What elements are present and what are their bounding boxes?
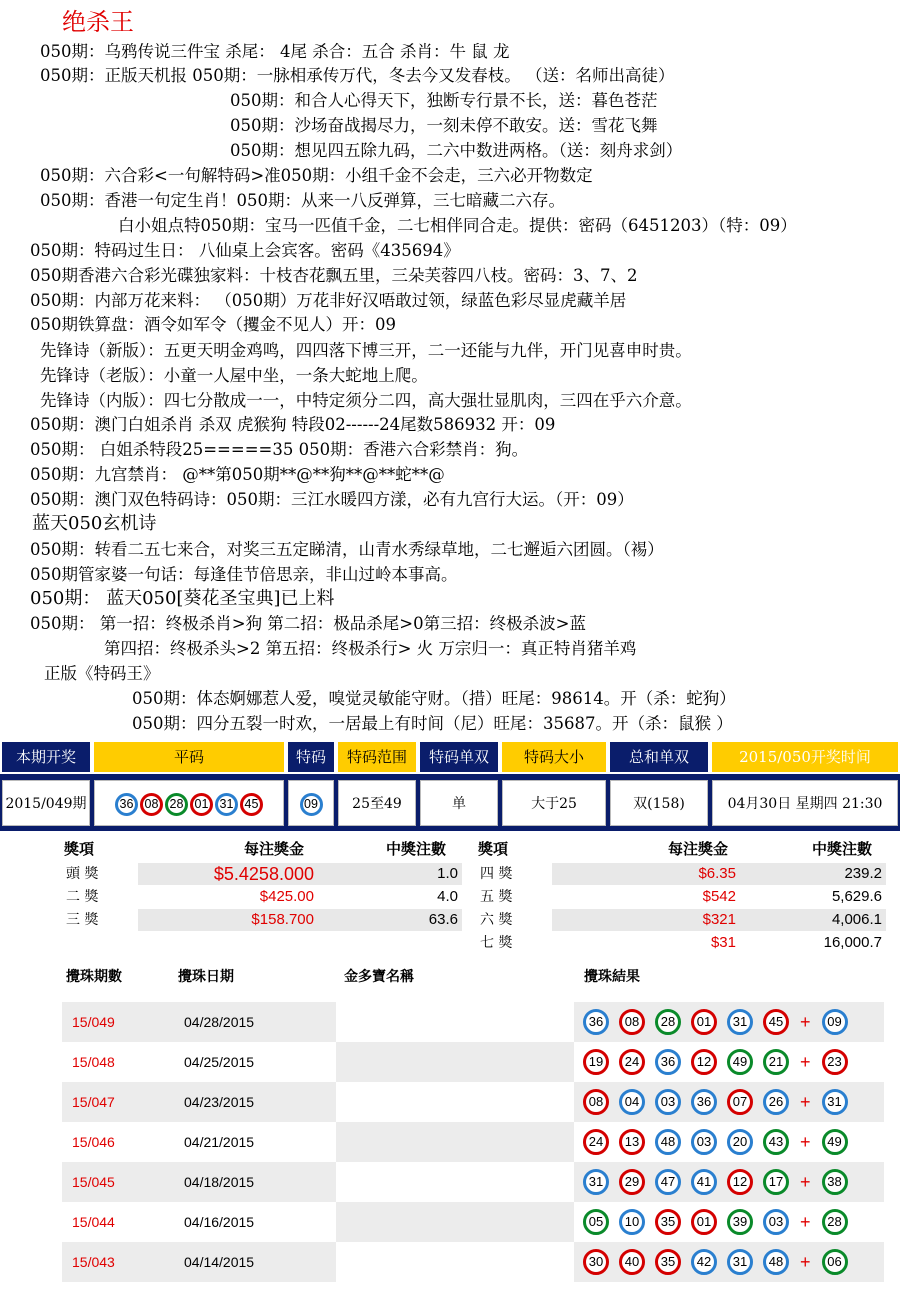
lottery-ball: 04 [619,1089,645,1115]
jackpot-cell [336,1002,574,1042]
lottery-ball: 31 [583,1169,609,1195]
prize-amount: $5.4258.000 [213,864,314,884]
text-line: 050期管家婆一句话：每逢佳节倍思亲，非山过岭本事高。 [30,565,458,584]
draw-info-table [0,740,900,831]
prize-name: 三 獎 [66,912,99,928]
lottery-ball: 31 [727,1249,753,1275]
draw-row [62,1162,884,1202]
text-line: 050期：特码过生日： 八仙桌上会宾客。密码《435694》 [30,241,460,260]
text-line: 白小姐点特050期：宝马一匹值千金，二七相伴同合走。提供：密码（6451203）（特：09） [118,216,797,235]
lottery-ball: 09 [822,1009,848,1035]
jackpot-cell [336,1242,574,1282]
text-line: 蓝天050玄机诗 [32,513,157,534]
prize-header-amount: 每注獎金 [244,840,305,858]
history-header-jackpot: 金多寶名稱 [344,969,414,985]
lottery-ball: 40 [619,1249,645,1275]
lottery-ball: 36 [115,793,138,816]
prize-amount: $542 [702,888,736,905]
draw-date: 04/16/2015 [184,1214,255,1230]
draw-result [578,1122,853,1162]
lottery-ball: 36 [655,1049,681,1075]
lottery-ball: 42 [691,1249,717,1275]
lottery-ball: 17 [763,1169,789,1195]
lottery-ball: 45 [763,1009,789,1035]
jackpot-cell [336,1082,574,1122]
lottery-ball: 29 [619,1169,645,1195]
prize-count: 239.2 [844,865,882,882]
draw-period: 15/044 [72,1214,115,1230]
text-line: 050期香港六合彩光碟独家料：十枝杏花飘五里，三朵芙蓉四八枝。密码：3、7、2 [30,266,638,285]
plus-sign: + [800,1051,811,1072]
lottery-ball: 12 [691,1049,717,1075]
draw-result [578,1002,853,1042]
draw-date: 04/21/2015 [184,1134,255,1150]
lottery-ball: 23 [822,1049,848,1075]
plus-sign: + [800,1251,811,1272]
lottery-ball: 35 [655,1209,681,1235]
lottery-ball: 01 [691,1209,717,1235]
jackpot-cell [336,1122,574,1162]
draw-period: 15/045 [72,1174,115,1190]
lottery-ball: 01 [691,1009,717,1035]
draw-date: 04/18/2015 [184,1174,255,1190]
prize-amount: $425.00 [259,888,314,905]
lottery-ball: 38 [822,1169,848,1195]
lottery-ball: 47 [655,1169,681,1195]
prize-name: 六 獎 [480,912,513,928]
prize-name: 四 獎 [480,866,513,882]
text-line: 050期：香港一句定生肖！050期：从来一八反弹算，三七暗藏二六存。 [40,191,565,210]
prize-name: 二 獎 [66,889,99,905]
prize-count: 16,000.7 [823,934,882,951]
lottery-ball: 13 [619,1129,645,1155]
prize-amount: $31 [710,934,736,951]
draw-date: 04/25/2015 [184,1054,255,1070]
lottery-ball: 08 [619,1009,645,1035]
lottery-ball: 03 [655,1089,681,1115]
draw-period: 15/043 [72,1254,115,1270]
jackpot-cell [336,1202,574,1242]
draw-time: 04月30日 星期四 21:30 [712,780,898,826]
text-line: 第四招：终极杀头>2 第五招：终极杀行> 火 万宗归一：真正特肖猪羊鸡 [104,639,637,658]
text-line: 050期：正版天机报 050期：一脉相承传万代，冬去今又发春枝。 （送：名师出高徒） [40,66,675,85]
text-line: 050期：四分五裂一时欢，一居最上有时间（尼）旺尾：35687。开（杀：鼠猴 ） [132,714,733,733]
text-line: 050期：乌鸦传说三件宝 杀尾： 4尾 杀合：五合 杀肖：牛 鼠 龙 [40,42,510,61]
lottery-ball: 09 [300,793,323,816]
plus-sign: + [800,1171,811,1192]
lottery-ball: 08 [140,793,163,816]
lottery-ball: 28 [165,793,188,816]
header-special-odd-even: 特码单双 [420,742,498,772]
prize-row [476,886,886,908]
prize-row [476,909,886,931]
prize-amount: $6.35 [698,865,736,882]
lottery-ball: 35 [655,1249,681,1275]
draw-result [578,1202,853,1242]
special-size: 大于25 [502,780,606,826]
text-line: 050期：和合人心得天下，独断专行景不长，送：暮色苍茫 [230,91,658,110]
special-range: 25至49 [338,780,416,826]
prize-row [62,886,462,908]
text-line: 050期： 白姐杀特段25=====35 050期：香港六合彩禁肖：狗。 [30,440,529,459]
regular-balls [94,780,284,826]
history-header-result: 攪珠結果 [584,969,640,985]
text-line: 050期铁算盘：酒令如军令（攫金不见人）开：09 [30,315,396,334]
jackpot-cell [336,1162,574,1202]
prize-row [476,863,886,885]
lottery-ball: 49 [727,1049,753,1075]
prize-count: 63.6 [428,911,458,928]
prize-header-count: 中獎注數 [812,840,873,858]
lottery-ball: 07 [727,1089,753,1115]
text-line: 正版《特码王》 [44,664,160,683]
special-odd-even: 单 [420,780,498,826]
text-line: 050期：澳门白姐杀肖 杀双 虎猴狗 特段02------24尾数586932 开：09 [30,415,556,434]
lottery-ball: 08 [583,1089,609,1115]
sum-odd-even: 双(158) [610,780,708,826]
prize-amount: $158.700 [251,911,314,928]
plus-sign: + [800,1131,811,1152]
text-line: 050期：九宫禁肖： @**第050期**@**狗**@**蛇**@ [30,465,445,484]
draw-row [62,1082,884,1122]
lottery-ball: 06 [822,1249,848,1275]
lottery-ball: 19 [583,1049,609,1075]
lottery-ball: 31 [822,1089,848,1115]
draw-period: 15/046 [72,1134,115,1150]
draw-result [578,1042,853,1082]
text-line: 先锋诗（新版）：五更天明金鸡鸣，四四落下博三开，二一还能与九伴，开门见喜申时贵。 [40,341,692,360]
text-line: 050期：转看二五七来合，对奖三五定睇清，山青水秀绿草地，二七邂逅六团圆。（裼） [30,540,664,559]
text-line: 050期：六合彩<一句解特码>准050期：小组千金不会走，三六必开物数定 [40,166,593,185]
header-special-number: 特码 [288,742,334,772]
draw-row [62,1202,884,1242]
plus-sign: + [800,1011,811,1032]
draw-period: 15/048 [72,1054,115,1070]
lottery-ball: 12 [727,1169,753,1195]
lottery-ball: 28 [655,1009,681,1035]
lottery-ball: 31 [215,793,238,816]
header-current-draw: 本期开奖 [2,742,90,772]
lottery-ball: 30 [583,1249,609,1275]
prize-row [62,863,462,885]
prize-header-item: 獎項 [64,840,95,858]
draw-row [62,1042,884,1082]
draw-result [578,1162,853,1202]
lottery-ball: 20 [727,1129,753,1155]
lottery-ball: 10 [619,1209,645,1235]
prize-count: 5,629.6 [831,888,882,905]
lottery-ball: 21 [763,1049,789,1075]
lottery-ball: 05 [583,1209,609,1235]
lottery-ball: 26 [763,1089,789,1115]
prize-name: 五 獎 [480,889,513,905]
header-regular-numbers: 平码 [94,742,284,772]
prize-header-amount: 每注獎金 [668,840,729,858]
lottery-ball: 39 [727,1209,753,1235]
draw-date: 04/23/2015 [184,1094,255,1110]
draw-period: 2015/049期 [2,780,90,826]
draw-row [62,1242,884,1282]
prize-count: 4,006.1 [831,911,882,928]
lottery-ball: 24 [619,1049,645,1075]
lottery-ball: 48 [763,1249,789,1275]
plus-sign: + [800,1091,811,1112]
lottery-ball: 49 [822,1129,848,1155]
lottery-ball: 28 [822,1209,848,1235]
text-line: 先锋诗（老版）：小童一人屋中坐，一条大蛇地上爬。 [40,366,428,385]
draw-date: 04/14/2015 [184,1254,255,1270]
text-line: 050期：内部万花来料： （050期）万花非好汉唔敢过领，绿蓝色彩尽显虎藏羊居 [30,291,627,310]
history-header-date: 攪珠日期 [178,969,234,985]
history-header-period: 攪珠期數 [66,969,122,985]
prize-row [476,932,886,954]
text-line: 050期： 蓝天050[葵花圣宝典]已上料 [30,588,335,609]
lottery-ball: 48 [655,1129,681,1155]
draw-row [62,1002,884,1042]
lottery-ball: 43 [763,1129,789,1155]
draw-result [578,1242,853,1282]
text-line: 先锋诗（内版）：四七分散成一一，中特定须分二四，高大强壮显肌肉，三四在乎六介意。 [40,391,692,410]
prize-count: 1.0 [437,865,458,882]
lottery-ball: 45 [240,793,263,816]
text-line: 050期：澳门双色特码诗：050期：三江水暖四方漾，必有九宫行大运。（开：09） [30,490,634,509]
prize-name: 頭 獎 [66,866,99,882]
lottery-ball: 01 [190,793,213,816]
lottery-ball: 41 [691,1169,717,1195]
text-line: 050期：体态婀娜惹人爱，嗅觉灵敏能守财。（措）旺尾：98614。开（杀：蛇狗） [132,689,736,708]
prize-header-item: 獎項 [478,840,509,858]
lottery-ball: 03 [691,1129,717,1155]
text-line: 050期： 第一招：终极杀肖>狗 第二招：极品杀尾>0第三招：终极杀波>蓝 [30,614,586,633]
prize-amount: $321 [702,911,736,928]
lottery-ball: 36 [583,1009,609,1035]
text-line: 050期：想见四五除九码，二六中数进两格。（送：刻舟求剑） [230,141,683,160]
lottery-ball: 24 [583,1129,609,1155]
page-title: 绝杀王 [62,8,134,36]
header-special-size: 特码大小 [502,742,606,772]
header-sum-odd-even: 总和单双 [610,742,708,772]
draw-date: 04/28/2015 [184,1014,255,1030]
draw-period: 15/049 [72,1014,115,1030]
draw-row [62,1122,884,1162]
plus-sign: + [800,1211,811,1232]
header-special-range: 特码范围 [338,742,416,772]
text-line: 050期：沙场奋战揭尽力，一刻未停不敢安。送：雪花飞舞 [230,116,658,135]
lottery-ball: 36 [691,1089,717,1115]
prize-count: 4.0 [437,888,458,905]
prize-header-count: 中獎注數 [386,840,447,858]
special-ball-cell [288,780,334,826]
draw-result [578,1082,853,1122]
lottery-ball: 03 [763,1209,789,1235]
jackpot-cell [336,1042,574,1082]
lottery-ball: 31 [727,1009,753,1035]
prize-row [62,909,462,931]
header-draw-time: 2015/050开奖时间 [712,742,898,772]
prize-name: 七 獎 [480,935,513,951]
draw-period: 15/047 [72,1094,115,1110]
